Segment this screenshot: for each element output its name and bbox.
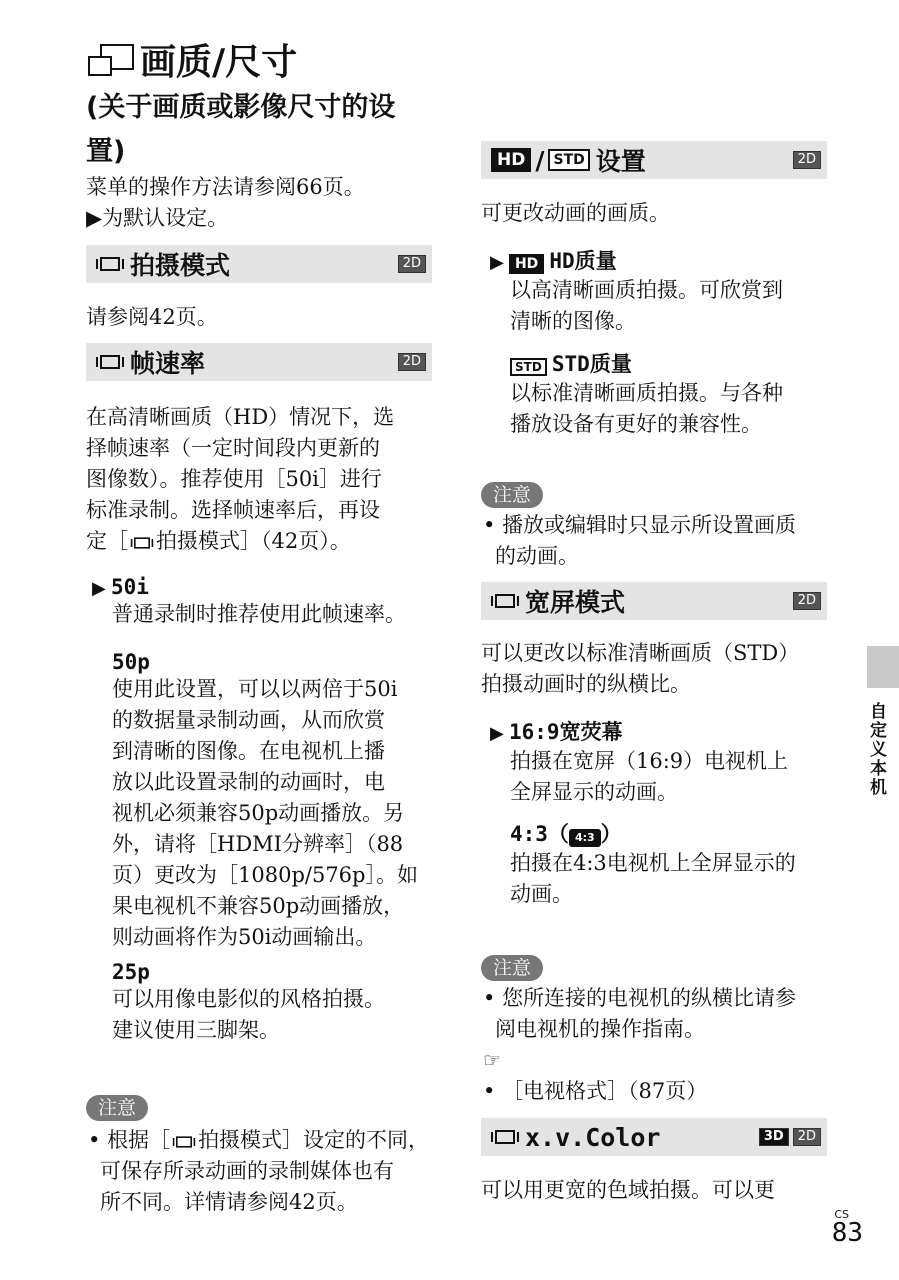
xvcolor-text: 可以用更宽的色域拍摄。可以更 xyxy=(481,1178,775,1202)
aspect-4-3-icon: 4:3 xyxy=(569,829,601,847)
film-icon xyxy=(96,254,124,274)
wide-mode-description: 可以更改以标准清晰画质（STD） 拍摄动画时的纵横比。 xyxy=(481,641,800,696)
wide-mode-note: • 您所连接的电视机的纵横比请参 阅电视机的操作指南。 ☞ • ［电视格式］（87页） xyxy=(483,983,829,1107)
frame-rate-note: • 根据［ 拍摄模式］设定的不同， 可保存所录动画的录制媒体也有 所不同。详情请参阅42页。 xyxy=(88,1128,430,1214)
hd-icon: HD xyxy=(509,254,544,274)
2d-badge: 2D xyxy=(793,1128,821,1146)
2d-badge: 2D xyxy=(398,255,426,273)
std-icon: STD xyxy=(510,358,547,376)
option-50i: ▶ 50i 普通录制时推荐使用此帧速率。 xyxy=(92,575,406,626)
section-header-frame-rate: 帧速率 2D xyxy=(86,343,432,381)
3d-badge: 3D xyxy=(759,1128,789,1146)
page-code: CS xyxy=(834,1208,849,1221)
film-icon xyxy=(96,352,124,372)
option-16-9: ▶ 16:9宽荧幕 拍摄在宽屏（16:9）电视机上 全屏显示的动画。 xyxy=(490,720,789,804)
option-25p: 25p 可以用像电影似的风格拍摄。 建议使用三脚架。 xyxy=(112,960,385,1042)
2d-badge: 2D xyxy=(793,592,821,610)
note-badge: 注意 xyxy=(481,955,543,981)
note-badge: 注意 xyxy=(481,482,543,508)
option-hd-quality: ▶ HD HD质量 以高清晰画质拍摄。可欣赏到 清晰的图像。 xyxy=(490,249,783,333)
page-subtitle: (关于画质或影像尺寸的设置) xyxy=(86,92,396,167)
page-title: 画质/尺寸 xyxy=(86,34,297,85)
intro: 菜单的操作方法请参阅66页。 ▶为默认设定。 xyxy=(86,175,365,230)
option-4-3: 4:3（ 4:3 ） 拍摄在4:3电视机上全屏显示的 动画。 xyxy=(510,822,796,906)
std-icon: STD xyxy=(548,149,589,171)
2d-badge: 2D xyxy=(398,353,426,371)
default-arrow-icon: ▶ xyxy=(490,252,504,273)
note-badge: 注意 xyxy=(86,1095,148,1121)
default-arrow-icon: ▶ xyxy=(490,723,504,744)
section-header-xvcolor: x.v.Color 3D 2D xyxy=(481,1118,827,1156)
section-header-hd-std: HD / STD 设置 2D xyxy=(481,141,827,179)
film-icon xyxy=(173,1134,195,1150)
default-arrow-icon: ▶ xyxy=(92,578,106,599)
film-icon xyxy=(491,1127,519,1147)
hd-icon: HD xyxy=(491,148,531,172)
side-chapter-label: 自定义本机 xyxy=(866,702,886,797)
option-50p: 50p 使用此设置，可以以两倍于50i 的数据量录制动画，从而欣赏 到清晰的图像。在电视机上播 放以此设置录制的动画时，电 视机必须兼容50p动画播放。另 外，请将［HDMI分辨率］（88 页）更改为［1080p/576p］。如 果电视机不兼容50p动画播放， 则动画将作为50i动画输出。 xyxy=(112,650,418,949)
option-std-quality: STD STD质量 以标准清晰画质拍摄。与各种 播放设备有更好的兼容性。 xyxy=(510,352,783,436)
hd-std-description: 可更改动画的画质。 xyxy=(481,201,670,225)
section-header-wide-mode: 宽屏模式 2D xyxy=(481,582,827,620)
film-icon xyxy=(131,535,153,551)
side-tab-marker xyxy=(867,646,899,688)
2d-badge: 2D xyxy=(793,151,821,169)
frame-rate-description: 在高清晰画质（HD）情况下，选 择帧速率（一定时间段内更新的 图像数）。推荐使用［50i］进行 标准录制。选择帧速率后，再设 定［ 拍摄模式］（42页）。 xyxy=(86,405,395,553)
page-number: 83 xyxy=(831,1218,863,1248)
hd-std-note: • 播放或编辑时只显示所设置画质 的动画。 xyxy=(483,513,797,568)
shooting-mode-text: 请参阅42页。 xyxy=(86,305,218,329)
section-header-shooting-mode: 拍摄模式 2D xyxy=(86,245,432,283)
reference-hand-icon: ☞ xyxy=(483,1048,501,1072)
film-icon xyxy=(491,591,519,611)
image-size-icon xyxy=(86,38,138,82)
